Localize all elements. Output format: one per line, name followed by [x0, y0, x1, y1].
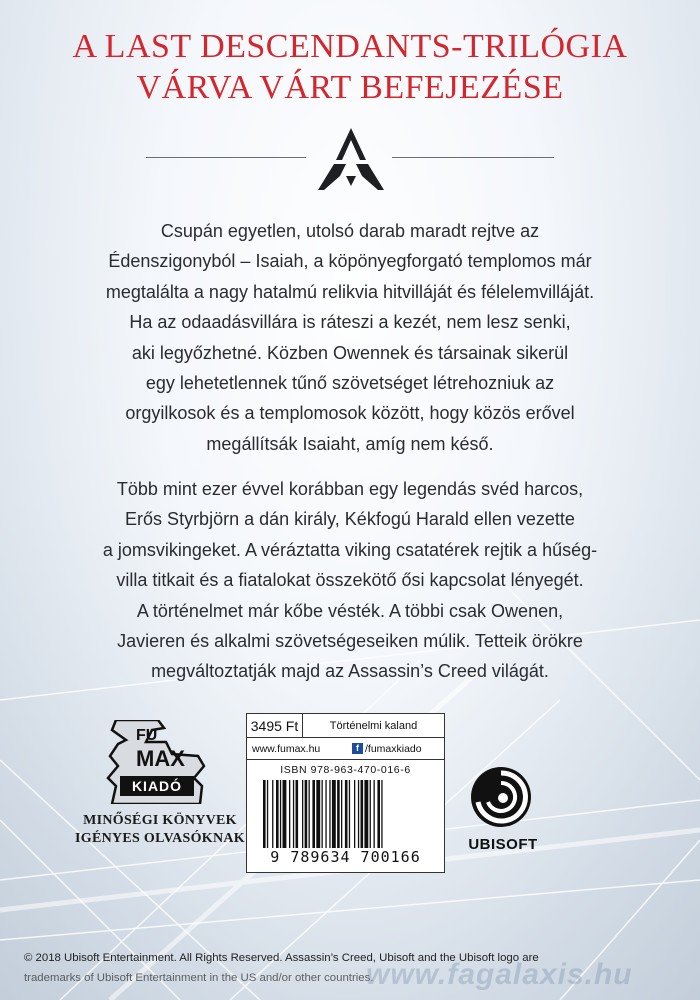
- barcode-bar: [374, 780, 375, 848]
- barcode-bar: [289, 780, 290, 848]
- barcode-bar: [341, 780, 342, 848]
- headline-line-1: A LAST DESCENDANTS-TRILÓGIA: [72, 28, 628, 65]
- barcode-bar: [361, 780, 364, 848]
- blurb-line: megállítsák Isaiaht, amíg nem késő.: [206, 433, 494, 454]
- blurb-line: villa titkait és a fiatalokat összekötő ősi kapcsolat lényegét.: [116, 570, 584, 591]
- barcode-bar: [280, 780, 281, 848]
- slogan-line-1: MINŐSÉGI KÖNYVEK: [83, 813, 237, 828]
- genre-label: Történelmi kaland: [329, 720, 418, 732]
- barcode-bar: [272, 780, 273, 848]
- barcode-bar: [354, 780, 355, 848]
- ubisoft-wordmark: UBISOFT: [468, 836, 538, 853]
- barcode-bar: [332, 780, 336, 848]
- barcode-bar: [263, 780, 266, 848]
- web-row: [247, 738, 444, 760]
- blurb-line: Javieren és alkalmi szövetségeseiken múlik. Tetteik örökre: [117, 631, 583, 652]
- blurb-line: Több mint ezer évvel korábban egy legendás svéd harcos,: [116, 479, 584, 499]
- isbn-label: ISBN 978-963-470-016-6: [280, 764, 411, 776]
- blurb-line: Édenszigonyból – Isaiah, a köpönyegforgató templomos már: [108, 251, 592, 272]
- blurb-line: aki legyőzhetné. Közben Owennek és társainak sikerül: [131, 342, 569, 363]
- price-row: [247, 714, 444, 738]
- barcode-bar: [345, 780, 348, 848]
- divider-left: [146, 157, 306, 158]
- blurb-line: megváltoztatják majd az Assassin’s Creed világát.: [151, 661, 549, 682]
- copyright-line-1: © 2018 Ubisoft Entertainment. All Rights Reserved. Assassin’s Creed, Ubisoft and the Ubisoft logo are: [24, 952, 539, 964]
- fumax-logo-max: MAX: [136, 746, 185, 771]
- copyright-line-2: trademarks of Ubisoft Entertainment in the US and/or other countries.: [24, 972, 374, 984]
- barcode-bar: [283, 780, 287, 848]
- barcode-bar: [302, 780, 303, 848]
- barcode-bar: [377, 780, 380, 848]
- barcode-bar: [309, 780, 310, 848]
- barcode-bar: [293, 780, 294, 848]
- barcode-bar: [305, 780, 308, 848]
- fumax-logo-fu: FU: [136, 727, 158, 744]
- fumax-kiado-logo: [106, 720, 208, 804]
- blurb-line: egy lehetetlennek tűnő szövetséget létrehozniuk az: [145, 373, 555, 394]
- barcode-bar: [296, 780, 299, 848]
- slogan-line-2: IGÉNYES OLVASÓKNAK: [75, 831, 245, 846]
- blurb-line: a jomsvikingeket. A véráztatta viking csatatérek rejtik a hűség-: [102, 539, 598, 560]
- publisher-slogan: [56, 812, 264, 848]
- blurb-line: Ha az odaadásvillára is ráteszi a kezét, nem lesz senki,: [129, 312, 571, 333]
- barcode-digits: 9 789634 700166: [270, 848, 421, 866]
- barcode-bars: [263, 780, 433, 848]
- barcode-bar: [312, 780, 315, 848]
- facebook-icon: f: [352, 743, 363, 754]
- barcode-bar: [349, 780, 350, 848]
- blurb-line: A történelmet már kőbe vésték. A többi csak Owenen,: [136, 600, 564, 621]
- blurb-paragraph-2: [40, 474, 660, 687]
- headline: [0, 26, 700, 108]
- headline-line-2: VÁRVA VÁRT BEFEJEZÉSE: [136, 69, 564, 106]
- barcode-bar: [276, 780, 279, 848]
- blurb-line: Csupán egyetlen, utolsó darab maradt rejtve az: [160, 221, 540, 241]
- blurb-paragraph-1: [40, 216, 660, 459]
- barcode-bar: [337, 780, 340, 848]
- barcode-bar: [329, 780, 330, 848]
- barcode-bar: [381, 780, 382, 848]
- website-label: www.fumax.hu: [252, 743, 321, 755]
- price-label: 3495 Ft: [247, 714, 303, 738]
- facebook-label: /fumaxkiado: [365, 743, 422, 755]
- barcode-bar: [370, 780, 371, 848]
- blurb-line: Erős Styrbjörn a dán király, Kékfogú Harald ellen vezette: [125, 509, 575, 530]
- barcode-bar: [325, 780, 326, 848]
- fumax-logo-kiado: KIADÓ: [131, 778, 183, 794]
- watermark: www.fagalaxis.hu: [366, 958, 633, 991]
- assassins-creed-emblem-icon: [316, 126, 386, 192]
- blurb-line: megtalálta a nagy hatalmú relikvia hitvilláját és félelemvilláját.: [105, 281, 595, 302]
- divider-right: [392, 157, 554, 158]
- blurb-line: orgyilkosok és a templomosok között, hogy közös erővel: [125, 403, 575, 424]
- ubisoft-swirl-icon: [470, 766, 532, 828]
- barcode-bar: [316, 780, 320, 848]
- barcode-bar: [364, 780, 368, 848]
- barcode-bar: [358, 780, 359, 848]
- barcode-bar: [267, 780, 268, 848]
- barcode-box: [246, 713, 445, 873]
- barcode-bar: [322, 780, 323, 848]
